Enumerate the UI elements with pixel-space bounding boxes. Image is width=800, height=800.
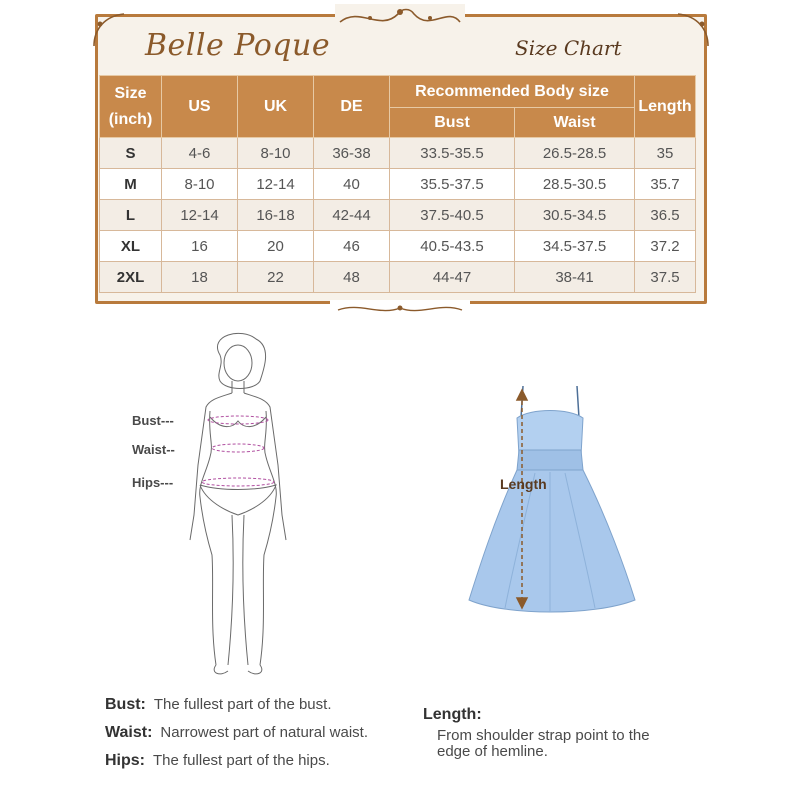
hips-term: Hips: xyxy=(105,752,145,769)
table-row xyxy=(100,169,696,200)
table-cell: 16 xyxy=(162,231,238,262)
hips-text: The fullest part of the hips. xyxy=(153,752,330,769)
header-length: Length xyxy=(635,76,696,138)
bust-text: The fullest part of the bust. xyxy=(153,696,332,713)
table-cell: 20 xyxy=(238,231,314,262)
table-cell: 8-10 xyxy=(238,138,314,169)
table-cell: 37.2 xyxy=(635,231,696,262)
table-cell: 46 xyxy=(314,231,390,262)
table-cell: 16-18 xyxy=(238,200,314,231)
length-definition xyxy=(423,706,703,760)
table-cell: 18 xyxy=(162,262,238,293)
table-cell: 22 xyxy=(238,262,314,293)
top-flourish-icon xyxy=(330,2,470,34)
table-cell: 48 xyxy=(314,262,390,293)
table-cell: 36.5 xyxy=(635,200,696,231)
table-cell: 8-10 xyxy=(162,169,238,200)
bust-guide-label: Bust--- xyxy=(132,413,174,428)
bottom-flourish-icon xyxy=(330,300,470,318)
table-cell: 26.5-28.5 xyxy=(515,138,635,169)
table-cell: 36-38 xyxy=(314,138,390,169)
size-table xyxy=(99,75,696,293)
waist-definition xyxy=(105,724,368,742)
table-cell: 40.5-43.5 xyxy=(390,231,515,262)
table-row xyxy=(100,231,696,262)
corner-flourish-right-icon xyxy=(672,10,712,50)
table-cell: 28.5-30.5 xyxy=(515,169,635,200)
table-cell: XL xyxy=(100,231,162,262)
table-cell: 12-14 xyxy=(238,169,314,200)
waist-text: Narrowest part of natural waist. xyxy=(160,724,368,741)
body-figure-icon xyxy=(180,325,300,685)
corner-flourish-left-icon xyxy=(90,10,130,50)
header-bust: Bust xyxy=(390,108,515,138)
table-cell: S xyxy=(100,138,162,169)
table-cell: 33.5-35.5 xyxy=(390,138,515,169)
table-cell: 2XL xyxy=(100,262,162,293)
hips-definition xyxy=(105,752,330,770)
header-size-line2: (inch) xyxy=(108,110,153,128)
table-cell: 44-47 xyxy=(390,262,515,293)
header-size xyxy=(100,76,162,138)
table-cell: 38-41 xyxy=(515,262,635,293)
bust-definition xyxy=(105,696,332,714)
bust-term: Bust: xyxy=(105,696,146,713)
length-text-line2: edge of hemline. xyxy=(437,743,548,760)
table-cell: M xyxy=(100,169,162,200)
header-de: DE xyxy=(314,76,390,138)
table-cell: 40 xyxy=(314,169,390,200)
table-row xyxy=(100,262,696,293)
waist-term: Waist: xyxy=(105,724,153,741)
header-waist: Waist xyxy=(515,108,635,138)
table-row xyxy=(100,138,696,169)
waist-guide-label: Waist-- xyxy=(132,442,175,457)
table-cell: 35 xyxy=(635,138,696,169)
header-uk: UK xyxy=(238,76,314,138)
chart-title: Size Chart xyxy=(515,36,622,60)
table-cell: 42-44 xyxy=(314,200,390,231)
length-guide-label: Length xyxy=(500,476,547,492)
table-cell: 35.5-37.5 xyxy=(390,169,515,200)
table-row xyxy=(100,200,696,231)
header-us: US xyxy=(162,76,238,138)
length-text-line1: From shoulder strap point to the xyxy=(437,727,650,744)
table-cell: L xyxy=(100,200,162,231)
header-size-line1: Size xyxy=(114,84,147,102)
table-cell: 30.5-34.5 xyxy=(515,200,635,231)
table-cell: 35.7 xyxy=(635,169,696,200)
table-cell: 37.5-40.5 xyxy=(390,200,515,231)
table-cell: 34.5-37.5 xyxy=(515,231,635,262)
length-term: Length: xyxy=(423,706,482,723)
table-cell: 37.5 xyxy=(635,262,696,293)
brand-logo: Belle Poque xyxy=(145,28,331,63)
hips-guide-label: Hips--- xyxy=(132,475,174,490)
header-recommended: Recommended Body size xyxy=(390,76,635,108)
table-cell: 4-6 xyxy=(162,138,238,169)
table-cell: 12-14 xyxy=(162,200,238,231)
dress-illustration xyxy=(465,378,640,618)
